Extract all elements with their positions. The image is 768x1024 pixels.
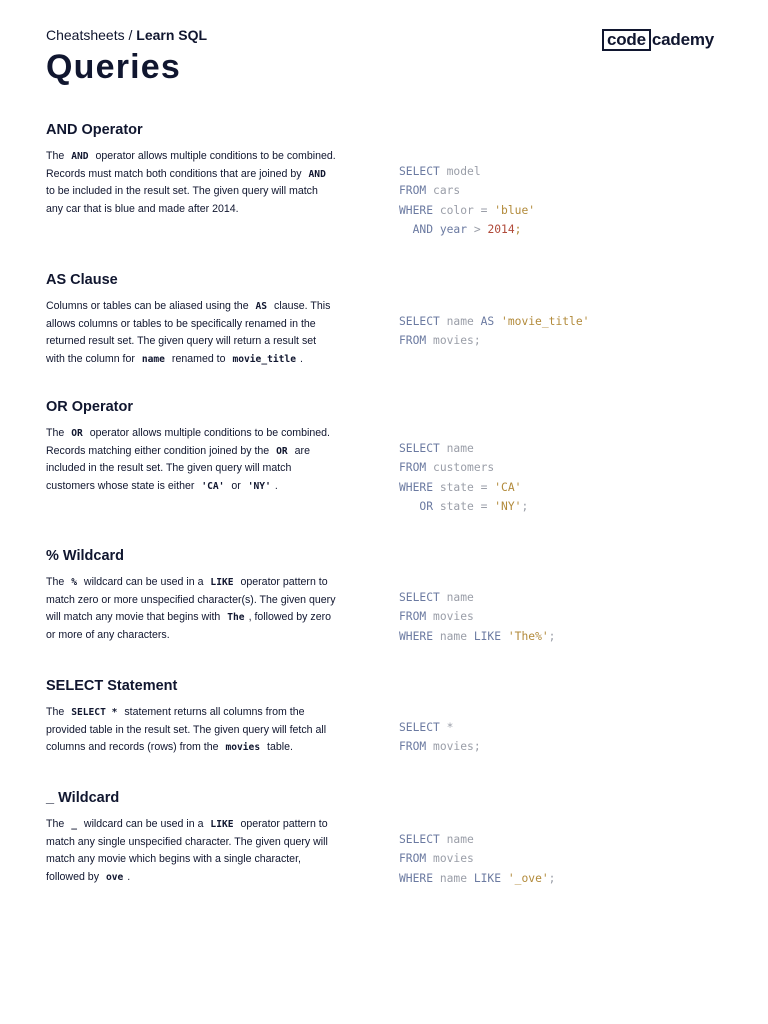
code-text: name: [439, 315, 481, 328]
code-text: [433, 223, 440, 236]
code-text: name: [439, 442, 474, 455]
description-text: The: [46, 150, 68, 162]
code-keyword: FROM: [399, 461, 427, 475]
description-text: wildcard can be used in a: [80, 576, 207, 588]
code-text: state =: [433, 499, 495, 513]
code-line: [399, 718, 481, 737]
code-keyword: year: [439, 222, 468, 236]
code-text: name: [439, 833, 474, 846]
code-string: 'CA': [494, 480, 522, 494]
description-text: The: [46, 818, 68, 830]
code-text: ;: [521, 499, 529, 513]
inline-code: name: [141, 353, 165, 365]
code-keyword: LIKE: [473, 629, 502, 643]
heading-keyword: SELECT: [46, 678, 104, 694]
section-description: [46, 574, 336, 644]
logo-rest-text: cademy: [651, 30, 714, 49]
code-text: movies;: [426, 334, 481, 348]
inline-code: 'CA': [201, 480, 225, 492]
code-line: [399, 331, 589, 350]
section-description: [46, 816, 336, 886]
section-description: [46, 425, 336, 495]
code-text: [399, 223, 413, 236]
code-line: [399, 737, 481, 756]
description-text: .: [300, 352, 303, 365]
code-keyword: WHERE: [399, 480, 434, 494]
code-line: [399, 588, 555, 607]
code-line: [399, 220, 535, 239]
description-text: are included in the result set. The given query will match customers whose state is either: [46, 444, 310, 492]
code-example: [399, 439, 528, 516]
breadcrumb: [46, 27, 207, 43]
inline-code: The: [227, 612, 245, 623]
section-heading: [46, 546, 722, 566]
description-text: clause. This allows columns or tables to be specifically renamed in the returned result set. The given query will return a result set with the column for: [46, 300, 331, 365]
code-keyword: SELECT: [399, 442, 440, 455]
code-text: name: [433, 871, 474, 885]
description-text: table.: [264, 741, 293, 753]
section-heading: [46, 120, 722, 140]
heading-text: Clause: [66, 272, 118, 288]
code-text: state =: [433, 480, 495, 494]
code-text: [501, 630, 508, 643]
code-text: movies;: [426, 740, 481, 754]
breadcrumb-current: Learn SQL: [136, 27, 208, 43]
code-keyword: SELECT: [399, 315, 440, 328]
code-keyword: LIKE: [473, 871, 502, 885]
description-text: or: [228, 479, 244, 492]
description-text: The: [46, 576, 68, 588]
section-and-operator: [46, 120, 722, 236]
breadcrumb-separator: /: [124, 27, 137, 43]
code-keyword: FROM: [399, 610, 427, 624]
code-text: movies: [426, 852, 474, 866]
code-line: [399, 869, 555, 888]
description-text: operator pattern to match any single unspecified character. The given query will match any movie which begins with a single character, followed by: [46, 818, 328, 883]
section-description: [46, 298, 336, 368]
inline-code: movie_title: [232, 353, 296, 365]
code-string: 'The%': [507, 629, 549, 643]
code-example: [399, 718, 481, 757]
code-example: [399, 312, 589, 351]
code-keyword: SELECT: [399, 591, 440, 604]
code-string: 'blue': [494, 203, 536, 217]
code-text: >: [467, 222, 488, 236]
description-text: Columns or tables can be aliased using the: [46, 300, 252, 312]
section-description: [46, 704, 336, 757]
code-text: ;: [548, 629, 556, 643]
code-text: *: [439, 721, 454, 734]
code-text: movies: [426, 610, 474, 624]
code-keyword: WHERE: [399, 203, 434, 217]
description-text: operator allows multiple conditions to be combined. Records matching either condition joined by the: [46, 427, 330, 457]
code-example: [399, 588, 555, 646]
inline-code: LIKE: [210, 819, 234, 830]
code-example: [399, 162, 535, 239]
heading-text: Operator: [67, 399, 134, 415]
code-keyword: OR: [419, 499, 434, 513]
cheatsheet-page: [46, 0, 722, 1024]
inline-code: _: [71, 819, 77, 830]
section-description: [46, 148, 336, 218]
inline-code: ove: [105, 871, 124, 883]
description-text: statement returns all columns from the provided table in the result set. The given query will fetch all columns and records (rows) from the: [46, 706, 327, 753]
description-text: wildcard can be used in a: [80, 818, 207, 830]
description-text: .: [127, 870, 131, 883]
code-keyword: FROM: [399, 334, 427, 348]
code-line: [399, 627, 555, 646]
code-text: customers: [426, 461, 495, 475]
section-heading: [46, 397, 722, 417]
code-keyword: FROM: [399, 852, 427, 866]
code-line: [399, 830, 555, 849]
section-select-statement: [46, 676, 722, 754]
description-text: The: [46, 427, 68, 439]
inline-code: AND: [308, 168, 326, 180]
code-keyword: AND: [412, 222, 434, 236]
code-string: ;: [514, 222, 522, 236]
inline-code: 'NY': [247, 480, 271, 492]
code-line: [399, 497, 528, 516]
code-text: model: [439, 165, 481, 178]
heading-text: Wildcard: [54, 790, 120, 806]
description-text: to be included in the result set. The given query will match any car that is blue and made after 2014.: [46, 185, 318, 215]
codecademy-logo[interactable]: [602, 29, 714, 51]
heading-keyword: AND: [46, 122, 78, 138]
code-keyword: WHERE: [399, 629, 434, 643]
code-keyword: FROM: [399, 184, 427, 198]
code-string: 'NY': [494, 499, 522, 513]
breadcrumb-parent-link[interactable]: Cheatsheets: [46, 27, 125, 43]
code-text: color =: [433, 203, 495, 217]
code-text: [501, 872, 508, 885]
code-text: name: [439, 591, 474, 604]
inline-code: movies: [225, 742, 261, 753]
code-line: [399, 458, 528, 477]
description-text: .: [274, 479, 278, 492]
description-text: renamed to: [168, 352, 229, 365]
code-keyword: AS: [480, 315, 495, 328]
code-string: '_ove': [507, 871, 549, 885]
code-text: ;: [548, 871, 556, 885]
inline-code: AND: [71, 151, 89, 162]
section-percent-wildcard: [46, 546, 722, 643]
heading-keyword: AS: [46, 272, 67, 288]
inline-code: AS: [255, 301, 268, 312]
code-text: [399, 500, 419, 513]
code-line: [399, 162, 535, 181]
heading-text: Operator: [77, 122, 143, 138]
heading-text: Wildcard: [58, 548, 125, 564]
section-as-clause: [46, 270, 722, 365]
code-text: name: [433, 629, 474, 643]
inline-code: OR: [71, 428, 83, 439]
section-heading: [46, 788, 722, 808]
code-keyword: SELECT: [399, 165, 440, 178]
code-keyword: SELECT: [399, 833, 440, 846]
logo-box-text: code: [602, 29, 651, 51]
heading-keyword: %: [46, 548, 59, 564]
description-text: operator allows multiple conditions to be combined. Records must match both conditions that are joined by: [46, 150, 336, 180]
heading-keyword: OR: [46, 399, 68, 415]
code-text: cars: [426, 184, 461, 198]
section-heading: [46, 270, 722, 290]
description-text: operator pattern to match zero or more unspecified character(s). The given query will match any movie that begins with: [46, 576, 336, 623]
heading-text: Statement: [103, 678, 178, 694]
section-underscore-wildcard: [46, 788, 722, 885]
code-line: [399, 849, 555, 868]
code-keyword: WHERE: [399, 871, 434, 885]
description-text: , followed by zero or more of any characters.: [46, 611, 332, 641]
code-line: [399, 607, 555, 626]
code-line: [399, 181, 535, 200]
code-line: [399, 439, 528, 458]
page-title: Queries: [46, 48, 182, 86]
section-or-operator: [46, 397, 722, 513]
code-keyword: SELECT: [399, 721, 440, 734]
inline-code: OR: [276, 445, 288, 457]
inline-code: SELECT *: [71, 707, 118, 718]
description-text: The: [46, 706, 68, 718]
section-heading: [46, 676, 722, 696]
code-line: [399, 312, 589, 331]
code-line: [399, 201, 535, 220]
code-keyword: FROM: [399, 740, 427, 754]
inline-code: %: [71, 577, 77, 588]
inline-code: LIKE: [210, 577, 234, 588]
code-line: [399, 478, 528, 497]
code-example: [399, 830, 555, 888]
code-number: 2014: [487, 222, 515, 236]
code-string: 'movie_title': [501, 315, 590, 328]
heading-keyword: _: [46, 790, 55, 806]
